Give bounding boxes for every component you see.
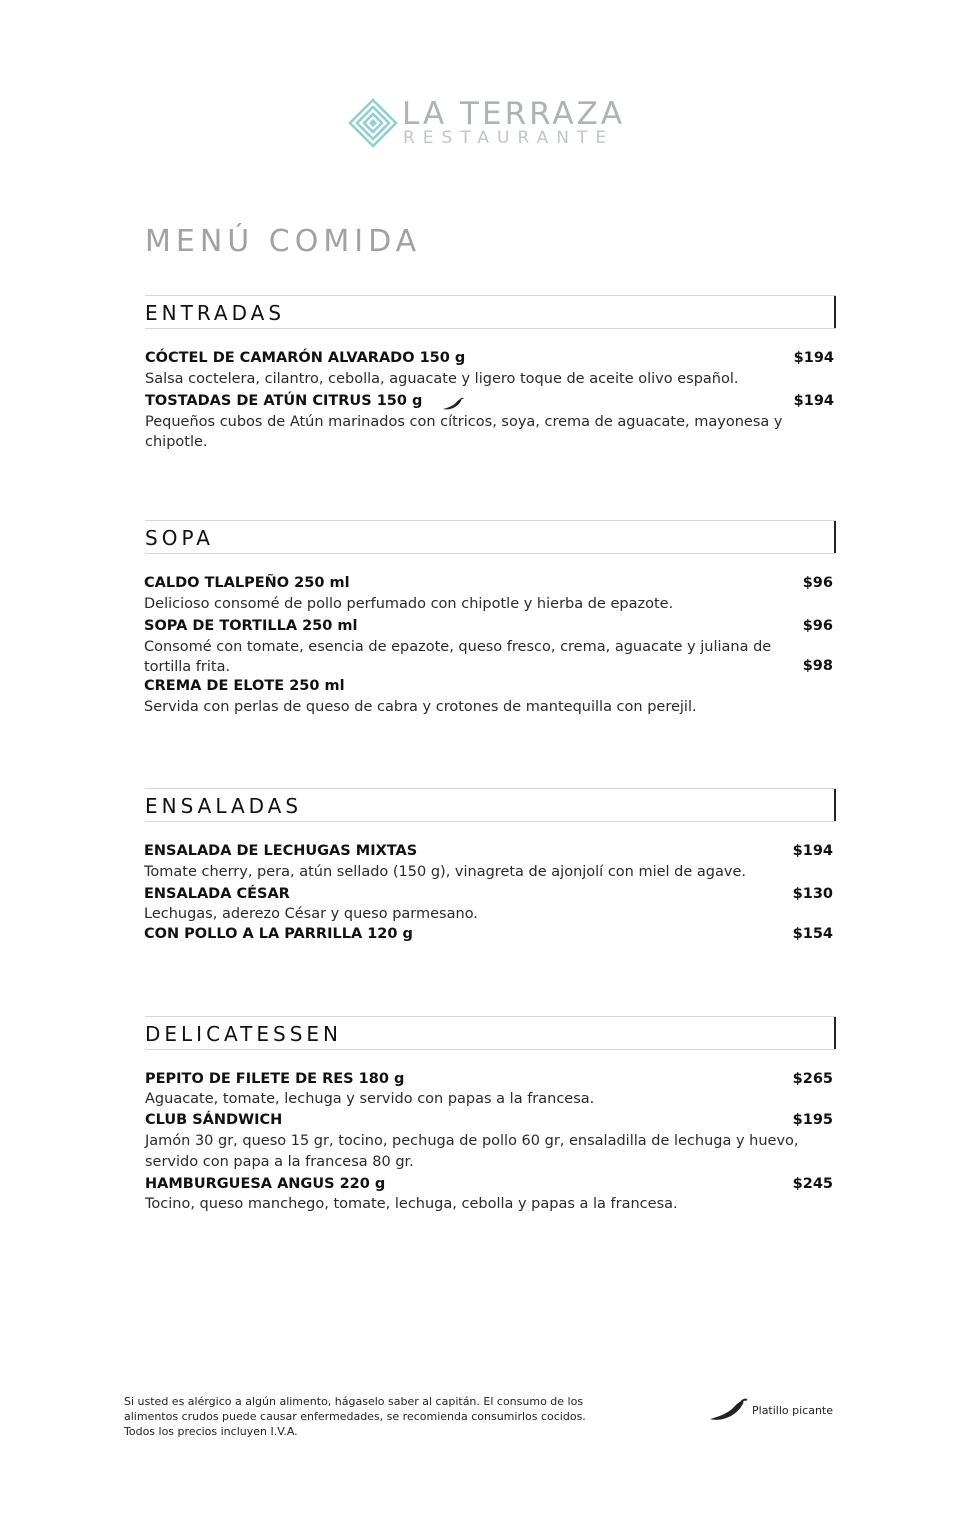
menu-item-price: $130 bbox=[792, 886, 833, 902]
brand-name: LA TERRAZA bbox=[402, 96, 626, 132]
menu-item-name: TOSTADAS DE ATÚN CITRUS 150 g bbox=[145, 393, 423, 409]
menu-item-description: Servida con perlas de queso de cabra y crotones de mantequilla con perejil. bbox=[144, 699, 697, 715]
menu-item-price: $194 bbox=[793, 350, 834, 366]
menu-item-description: servido con papa a la francesa 80 gr. bbox=[145, 1154, 414, 1170]
section-title: ENSALADAS bbox=[145, 794, 303, 818]
menu-item-name: CALDO TLALPEÑO 250 ml bbox=[144, 575, 350, 591]
menu-item-name: ENSALADA CÉSAR bbox=[144, 886, 290, 902]
square-spiral-logo-icon bbox=[348, 98, 398, 148]
menu-item-description: Jamón 30 gr, queso 15 gr, tocino, pechuga de pollo 60 gr, ensaladilla de lechuga y huevo, bbox=[145, 1133, 799, 1149]
menu-item-description: Pequeños cubos de Atún marinados con cítricos, soya, crema de aguacate, mayonesa y bbox=[145, 414, 783, 430]
menu-item-price: $96 bbox=[802, 575, 833, 591]
menu-item-price: $154 bbox=[792, 926, 833, 942]
menu-item-description: chipotle. bbox=[145, 434, 208, 450]
section-header-ensaladas bbox=[145, 788, 836, 822]
section-header-entradas bbox=[145, 295, 836, 329]
disclaimer-line: Si usted es alérgico a algún alimento, hágaselo saber al capitán. El consumo de los bbox=[124, 1395, 584, 1408]
menu-item-name: HAMBURGUESA ANGUS 220 g bbox=[145, 1176, 386, 1192]
chili-pepper-icon bbox=[708, 1398, 748, 1422]
menu-item-description: Aguacate, tomate, lechuga y servido con papas a la francesa. bbox=[145, 1091, 595, 1107]
menu-item-price: $96 bbox=[802, 618, 833, 634]
disclaimer-line: Todos los precios incluyen I.V.A. bbox=[124, 1425, 298, 1438]
section-title: DELICATESSEN bbox=[145, 1022, 343, 1046]
menu-item-name: CREMA DE ELOTE 250 ml bbox=[144, 678, 345, 694]
legend-label: Platillo picante bbox=[752, 1404, 834, 1417]
menu-item-name: CON POLLO A LA PARRILLA 120 g bbox=[144, 926, 413, 942]
menu-item-name: CLUB SÁNDWICH bbox=[145, 1112, 283, 1128]
menu-item-price: $245 bbox=[792, 1176, 833, 1192]
menu-item-price: $195 bbox=[792, 1112, 833, 1128]
disclaimer-line: alimentos crudos puede causar enfermedades, se recomienda consumirlos cocidos. bbox=[124, 1410, 586, 1423]
section-divider bbox=[834, 789, 836, 821]
menu-item-description: Lechugas, aderezo César y queso parmesano. bbox=[144, 906, 478, 922]
section-divider bbox=[834, 1017, 836, 1049]
menu-item-name: CÓCTEL DE CAMARÓN ALVARADO 150 g bbox=[145, 350, 466, 366]
menu-item-price: $194 bbox=[793, 393, 834, 409]
menu-item-description: Tomate cherry, pera, atún sellado (150 g), vinagreta de ajonjolí con miel de agave. bbox=[144, 864, 746, 880]
section-header-delicatessen bbox=[145, 1016, 836, 1050]
menu-item-name: SOPA DE TORTILLA 250 ml bbox=[144, 618, 358, 634]
allergy-disclaimer bbox=[124, 1394, 586, 1439]
section-title: SOPA bbox=[145, 526, 214, 550]
section-header-sopa bbox=[145, 520, 836, 554]
menu-item-description: tortilla frita. bbox=[144, 659, 231, 675]
menu-item-description: Salsa coctelera, cilantro, cebolla, aguacate y ligero toque de aceite olivo español. bbox=[145, 371, 739, 387]
brand-logo bbox=[348, 96, 628, 156]
menu-item-price: $98 bbox=[802, 658, 833, 674]
menu-item-name: ENSALADA DE LECHUGAS MIXTAS bbox=[144, 843, 418, 859]
menu-item-name: PEPITO DE FILETE DE RES 180 g bbox=[145, 1071, 405, 1087]
section-divider bbox=[834, 296, 836, 328]
menu-item-description: Delicioso consomé de pollo perfumado con chipotle y hierba de epazote. bbox=[144, 596, 674, 612]
brand-subtitle: RESTAURANTE bbox=[403, 128, 615, 148]
spicy-legend bbox=[708, 1398, 848, 1424]
chili-pepper-icon bbox=[442, 397, 464, 411]
menu-item-price: $265 bbox=[792, 1071, 833, 1087]
menu-item-description: Tocino, queso manchego, tomate, lechuga, cebolla y papas a la francesa. bbox=[145, 1196, 678, 1212]
section-divider bbox=[834, 521, 836, 553]
menu-item-description: Consomé con tomate, esencia de epazote, queso fresco, crema, aguacate y juliana de bbox=[144, 639, 772, 655]
section-title: ENTRADAS bbox=[145, 301, 286, 325]
menu-item-price: $194 bbox=[792, 843, 833, 859]
page-title: MENÚ COMIDA bbox=[145, 224, 422, 259]
